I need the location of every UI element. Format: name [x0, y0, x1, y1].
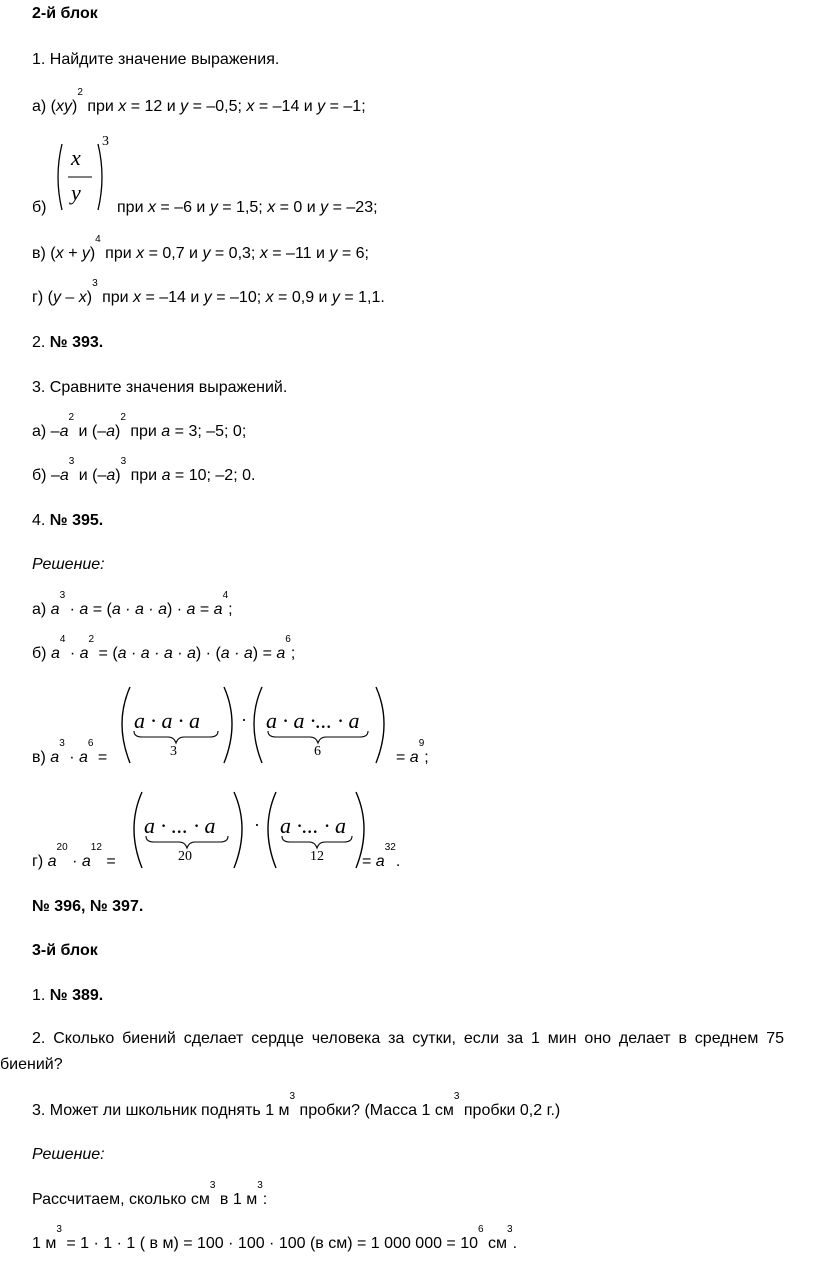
task3-a: а) $-a^2$ и $(-a)^2$ при a = 3; –5; 0; — [32, 412, 247, 440]
group-6-count: 6 — [314, 744, 321, 759]
task2: 2. № 393. — [32, 334, 104, 351]
block3-calc1: Рассчитаем, сколько $см^3$ в 1 $м^3$: — [32, 1180, 268, 1208]
mult-dot: · — [254, 815, 260, 835]
group-3-factors: a · a · a — [134, 708, 200, 733]
solution-v-result: = $a^9$; — [396, 738, 429, 766]
fraction-exponent: 3 — [102, 134, 109, 149]
task1-g: г) (y – x)$^3$ при x = –14 и y = –10; x = 0,9 и y = 1,1. — [32, 278, 385, 306]
block3-solution-label: Решение: — [32, 1146, 105, 1163]
group-12-count: 12 — [310, 849, 324, 864]
task1-b: при x = –6 и y = 1,5; x = 0 и y = –23; — [117, 199, 378, 216]
group-6-factors: a · a ·... · a — [266, 708, 360, 733]
group-20-factors: a · ... · a — [144, 813, 216, 838]
group-20-count: 20 — [178, 849, 192, 864]
refs-396-397: № 396, № 397. — [32, 898, 144, 915]
task1-a: а) (xy)$^2$ при x = 12 и y = –0,5; x = –14 и y = –1; — [32, 87, 366, 115]
task3-label: 3. Сравните значения выражений. — [32, 379, 288, 396]
solution-g-result: = $a^{32}$. — [362, 842, 401, 870]
group-12-factors: a ·... · a — [280, 813, 346, 838]
task1-label: 1. Найдите значение выражения. — [32, 51, 280, 68]
solution-g-left: г) $a^{20} \cdot a^{12}$ = — [32, 842, 116, 870]
task4: 4. № 395. — [32, 512, 104, 529]
fraction-denominator: y — [71, 180, 81, 205]
task1-b-prefix: б) — [32, 199, 47, 216]
solution-b: б) $a^4 \cdot a^2 = (a \cdot a \cdot a \cdot a) \cdot (a \cdot a) = a^6$; — [32, 634, 296, 662]
block2-title: 2-й блок — [32, 5, 98, 22]
task3-b: б) $-a^3$ и $(-a)^3$ при a = 10; –2; 0. — [32, 456, 256, 484]
fraction-numerator: x — [71, 145, 81, 170]
mult-dot: · — [241, 710, 247, 730]
block3-task1: 1. № 389. — [32, 987, 104, 1004]
solution-v-left: в) $a^3 \cdot a^6$ = — [32, 738, 108, 766]
task1-v: в) $(x + y)^4$ при x = 0,7 и y = 0,3; x = –11 и y = 6; — [32, 234, 369, 262]
block3-calc2: 1 $м^3 = 1 \cdot 1 \cdot 1$ ( в м) = 100 · 100 · 100 (в см) = 1 000 $000 = 10^6$ $см^3$. — [32, 1224, 518, 1252]
group-3-count: 3 — [170, 744, 177, 759]
solution-a: а) $a^3 \cdot a = (a \cdot a \cdot a) \cdot a = a^4$; — [32, 590, 233, 618]
block3-title: 3-й блок — [32, 942, 98, 959]
block3-task3: 3. Может ли школьник поднять 1 $м^3$ пробки? (Масса 1 $см^3$ пробки 0,2 г.) — [32, 1091, 561, 1119]
block3-task2: 2. Сколько биений сделает сердце человека за сутки, если за 1 мин оно делает в среднем 75 биений? — [0, 1030, 784, 1073]
solution-label: Решение: — [32, 556, 105, 573]
